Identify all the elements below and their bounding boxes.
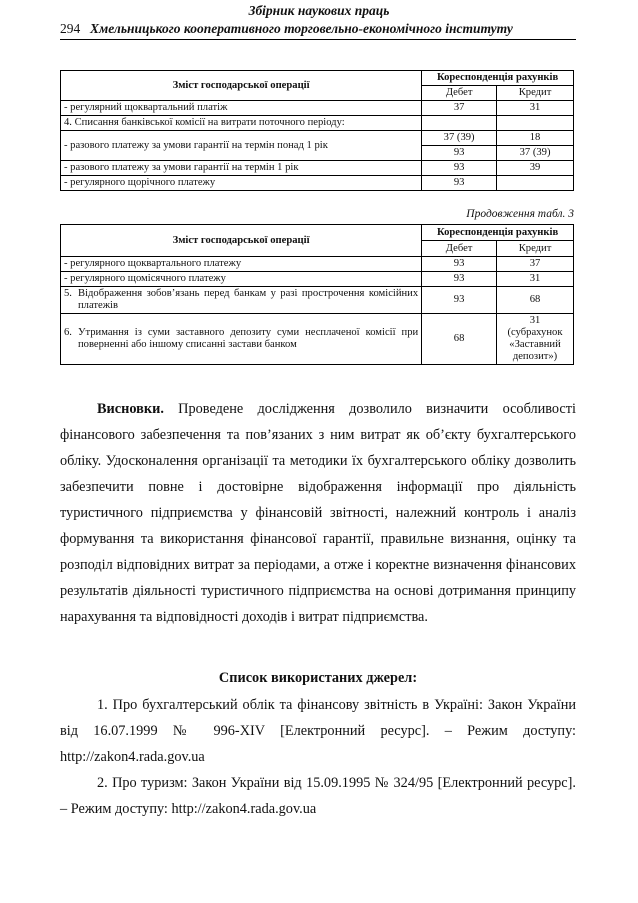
col-debit-header: Дебет [422,86,497,101]
table-row [61,272,574,287]
col-debit-header: Дебет [422,241,497,257]
col-operation-header: Зміст господарської операції [61,225,422,257]
row-text-body: Утримання із суми заставного депозиту суми несплаченої комісії при поверненні або іншому списанні застави банком [78,327,419,350]
row-debit: 93 [422,146,497,161]
credit-line: «Заставний [509,339,561,350]
credit-line: депозит») [512,351,558,362]
table-row [61,101,574,116]
table-row [61,287,574,314]
row-number: 5. [64,288,72,299]
row-credit [497,176,574,191]
row-credit: 31 [497,272,574,287]
reference-item: 2. Про туризм: Закон України від 15.09.1995 № 324/95 [Електронний ресурс]. – Режим доступу: http://zakon4.rada.gov.ua [60,775,576,817]
row-credit [497,314,574,365]
row-text-body: Відображення зобов’язань перед банкам у разі прострочення комісійних платежів [78,288,419,311]
row-text: - регулярний щоквартальний платіж [61,101,422,116]
row-debit: 93 [422,287,497,314]
table-row [61,176,574,191]
row-text: - регулярного щоквартального платежу [61,257,422,272]
page-number: 294 [60,21,81,36]
table-row [61,314,574,365]
reference-item: 1. Про бухгалтерський облік та фінансову звітність в Україні: Закон України від 16.07.1999 № 996-XIV [Електронний ресурс]. – Режим доступу: http://zakon4.rada.gov.ua [60,697,576,765]
table-row [61,257,574,272]
credit-line: 31 [529,315,541,326]
col-correspondence-header: Кореспонденція рахунків [422,71,574,86]
row-text: - регулярного щомісячного платежу [61,272,422,287]
row-credit: 37 [497,257,574,272]
table-row [61,131,574,146]
row-debit: 37 (39) [422,131,497,146]
row-credit: 68 [497,287,574,314]
journal-title: Хмельницького кооперативного торговельно-економічного інституту [90,21,513,36]
running-header [60,21,576,40]
col-credit-header: Кредит [497,241,574,257]
conclusions-paragraph [60,396,576,630]
row-text: - разового платежу за умови гарантії на термін 1 рік [61,161,422,176]
accounting-table-2 [60,224,574,365]
row-credit: 31 [497,101,574,116]
credit-line: (субрахунок [507,327,563,338]
row-credit: 39 [497,161,574,176]
table-continuation-label: Продовження табл. 3 [466,208,574,220]
conclusions-text: Проведене дослідження дозволило визначити особливості фінансового забезпечення та пов’язаних з ним витрат як об’єкту бухгалтерського обліку. Удосконалення організації та методики їх бухгалтерського обліку дозволить забезпечити повне і достовірне відображення інформації про діяльність туристичного підприємства у фінансовій звітності, належний контроль і аналіз формування та використання фінансової гарантії, правильне визнання, оцінку та розподіл відповідних витрат за періодами, а отже і коректне визначення фінансових результатів діяльності туристичного підприємства на основі дотримання принципу нарахування та відповідності доходів і витрат підприємства. [60,401,576,625]
row-text [61,314,422,365]
row-text: 4. Списання банківської комісії на витрати поточного періоду: [61,116,422,131]
col-correspondence-header: Кореспонденція рахунків [422,225,574,241]
accounting-table-1 [60,70,574,191]
conclusions-label: Висновки. [97,401,164,417]
row-number: 6. [64,327,72,338]
references-title: Список використаних джерел: [218,670,418,686]
row-debit: 68 [422,314,497,365]
row-debit: 37 [422,101,497,116]
row-text: - регулярного щорічного платежу [61,176,422,191]
row-text [61,287,422,314]
row-debit: 93 [422,161,497,176]
row-debit: 93 [422,272,497,287]
running-header-title: Збірник наукових праць [248,3,390,18]
row-credit: 37 (39) [497,146,574,161]
row-text: - разового платежу за умови гарантії на термін понад 1 рік [61,131,422,161]
row-credit: 18 [497,131,574,146]
row-debit: 93 [422,257,497,272]
col-credit-header: Кредит [497,86,574,101]
row-debit: 93 [422,176,497,191]
col-operation-header: Зміст господарської операції [61,71,422,101]
table-row [61,116,574,131]
table-row [61,161,574,176]
